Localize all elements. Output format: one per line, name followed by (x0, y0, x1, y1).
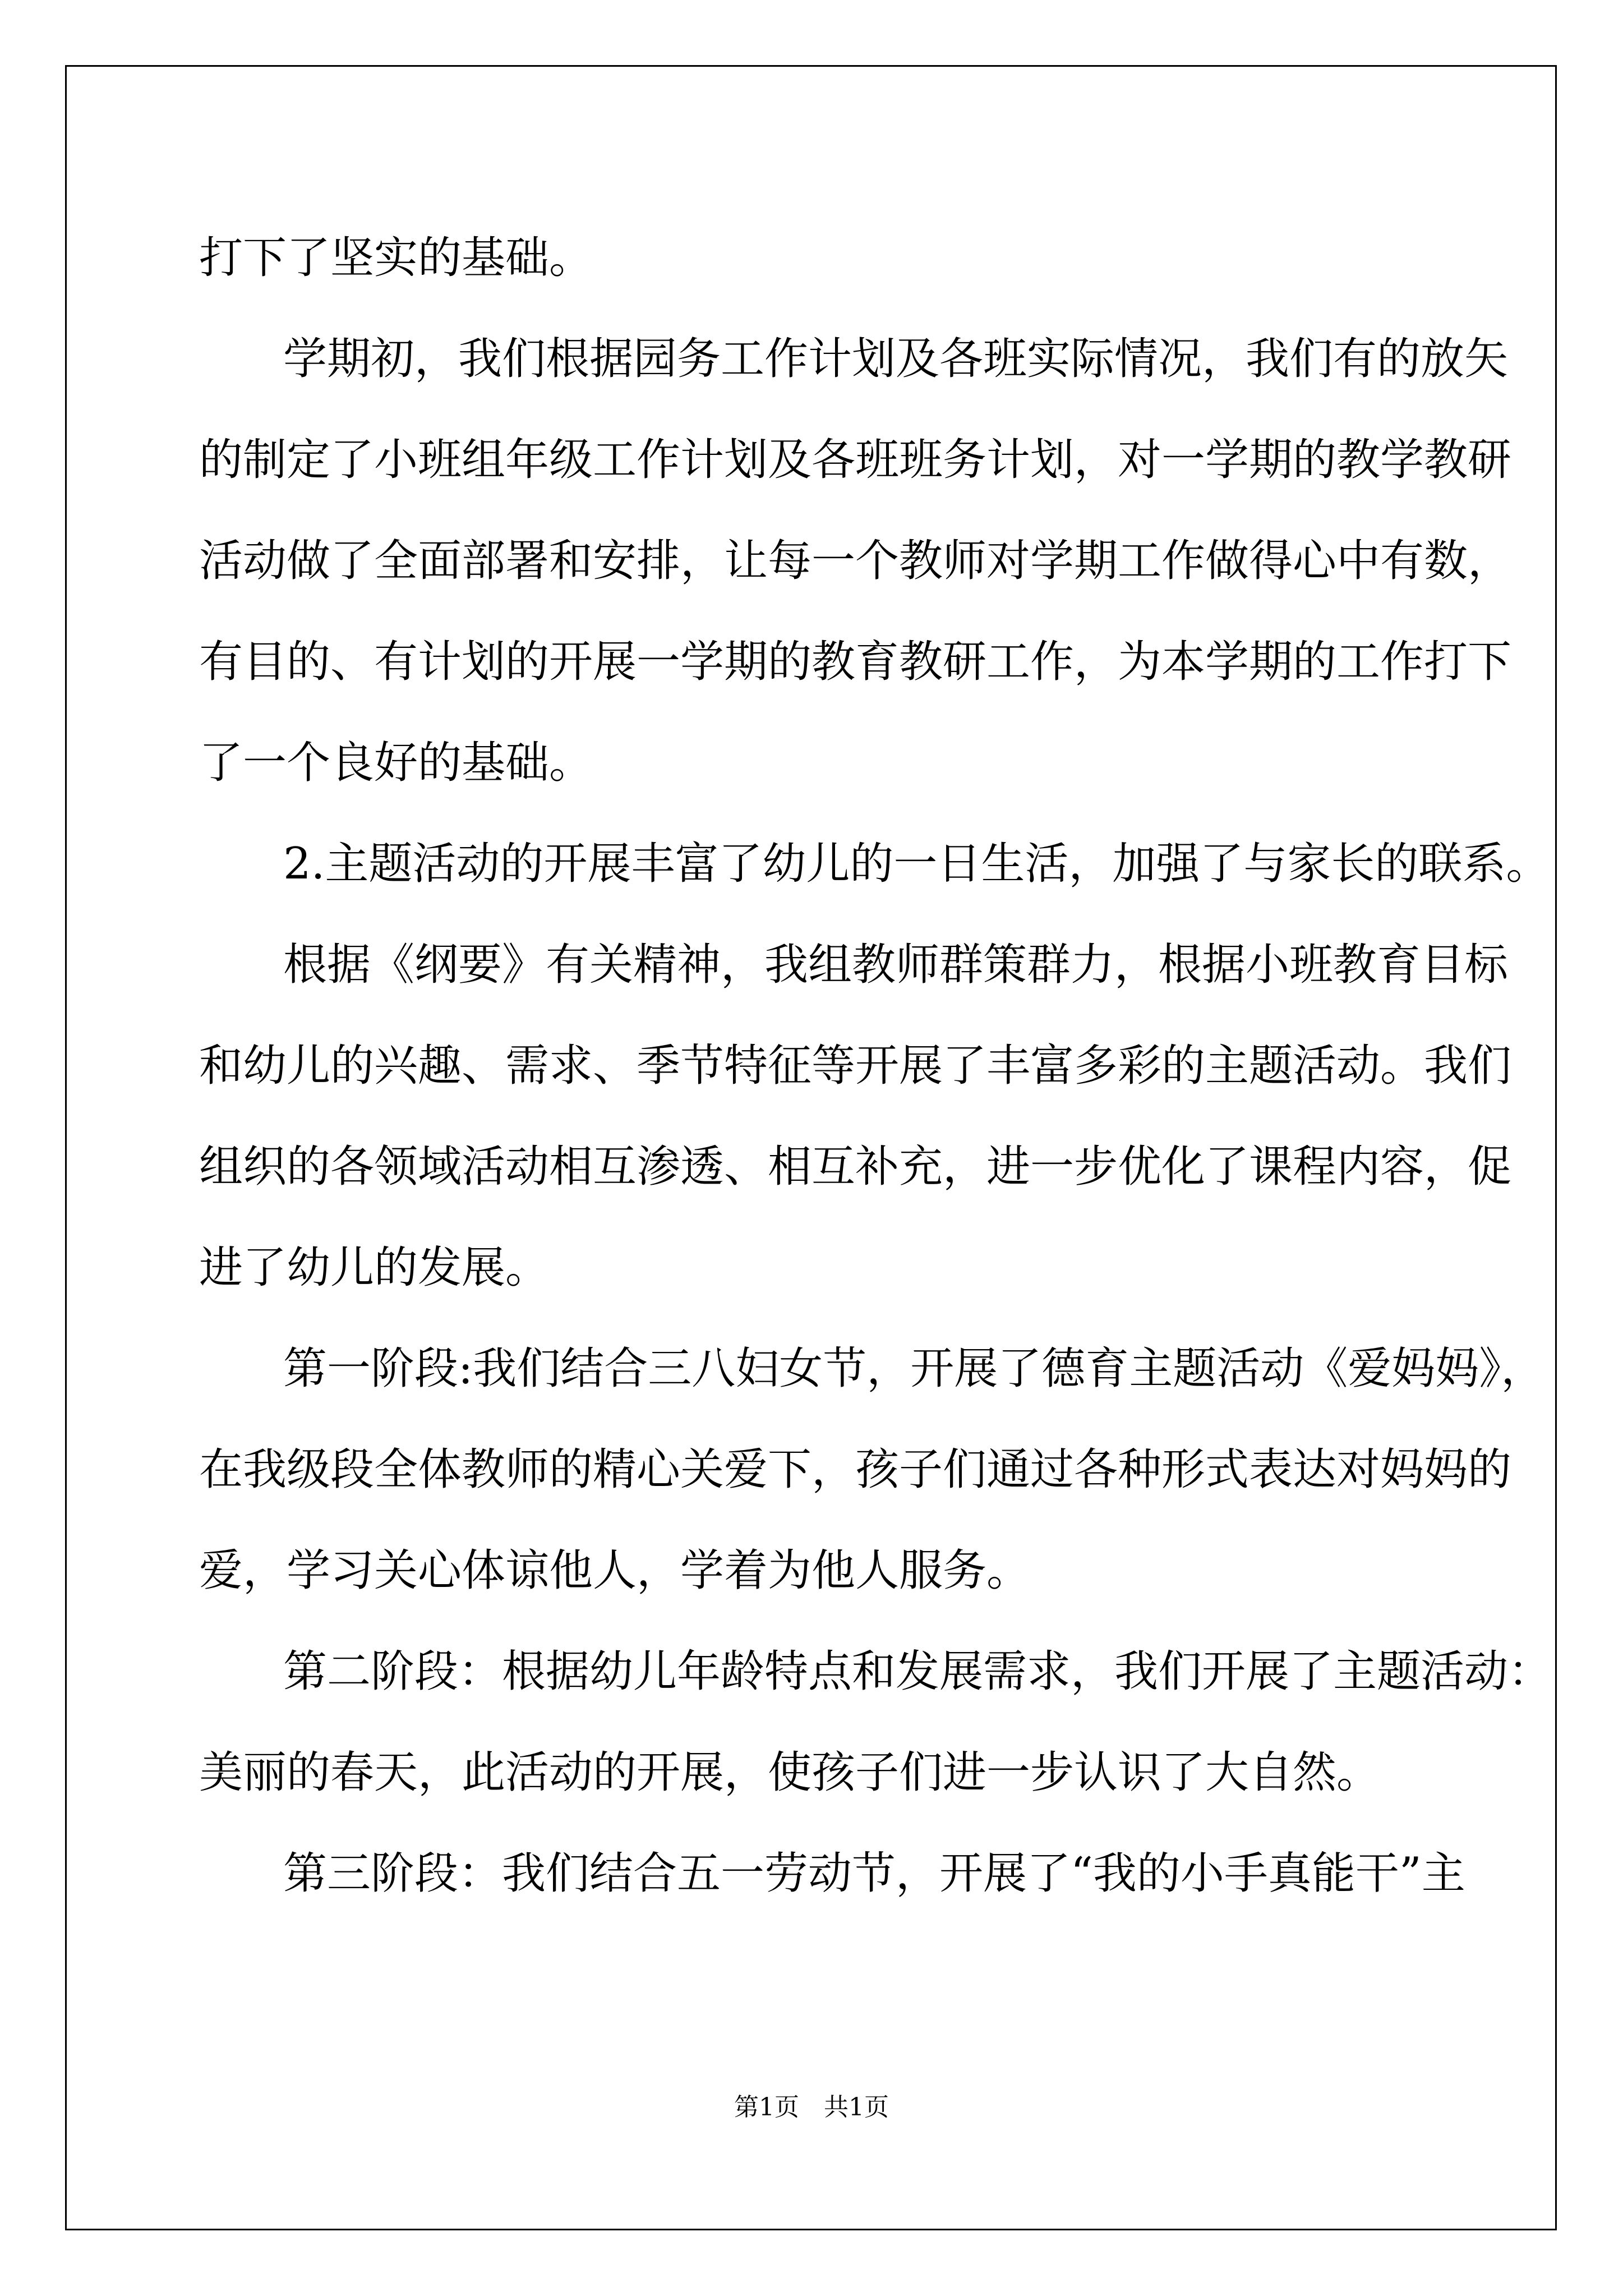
text-line: 了一个良好的基础。 (199, 738, 593, 788)
text-line: 打下了坚实的基础。 (199, 233, 593, 283)
text-line: 爱，学习关心体谅他人，学着为他人服务。 (199, 1545, 1031, 1596)
document-body (199, 208, 1552, 1924)
page-footer: 第1页 共1页 (734, 2093, 889, 2122)
text-line: 进了幼儿的发展。 (199, 1243, 550, 1293)
text-line: 根据《纲要》有关精神，我组教师群策群力，根据小班教育目标 (283, 940, 1509, 990)
text-line: 和幼儿的兴趣、需求、季节特征等开展了丰富多彩的主题活动。我们 (199, 1041, 1512, 1091)
text-line: 第一阶段:我们结合三八妇女节，开展了德育主题活动《爱妈妈》， (283, 1343, 1545, 1394)
text-line: 的制定了小班组年级工作计划及各班班务计划，对一学期的教学教研 (199, 435, 1512, 485)
text-line: 在我级段全体教师的精心关爱下，孩子们通过各种形式表达对妈妈的 (199, 1444, 1512, 1495)
text-line: 第二阶段：根据幼儿年龄特点和发展需求，我们开展了主题活动： (283, 1646, 1552, 1697)
text-line: 组织的各领域活动相互渗透、相互补充，进一步优化了课程内容，促 (199, 1142, 1512, 1192)
text-line: 第三阶段：我们结合五一劳动节，开展了“我的小手真能干”主 (283, 1848, 1465, 1899)
text-line: 美丽的春天，此活动的开展，使孩子们进一步认识了大自然。 (199, 1747, 1381, 1798)
text-line: 有目的、有计划的开展一学期的教育教研工作，为本学期的工作打下 (199, 637, 1512, 687)
text-line: 活动做了全面部署和安排，让每一个教师对学期工作做得心中有数， (199, 536, 1512, 586)
text-line: 2.主题活动的开展丰富了幼儿的一日生活，加强了与家长的联系。 (283, 839, 1550, 889)
text-line: 学期初，我们根据园务工作计划及各班实际情况，我们有的放矢 (283, 334, 1509, 384)
